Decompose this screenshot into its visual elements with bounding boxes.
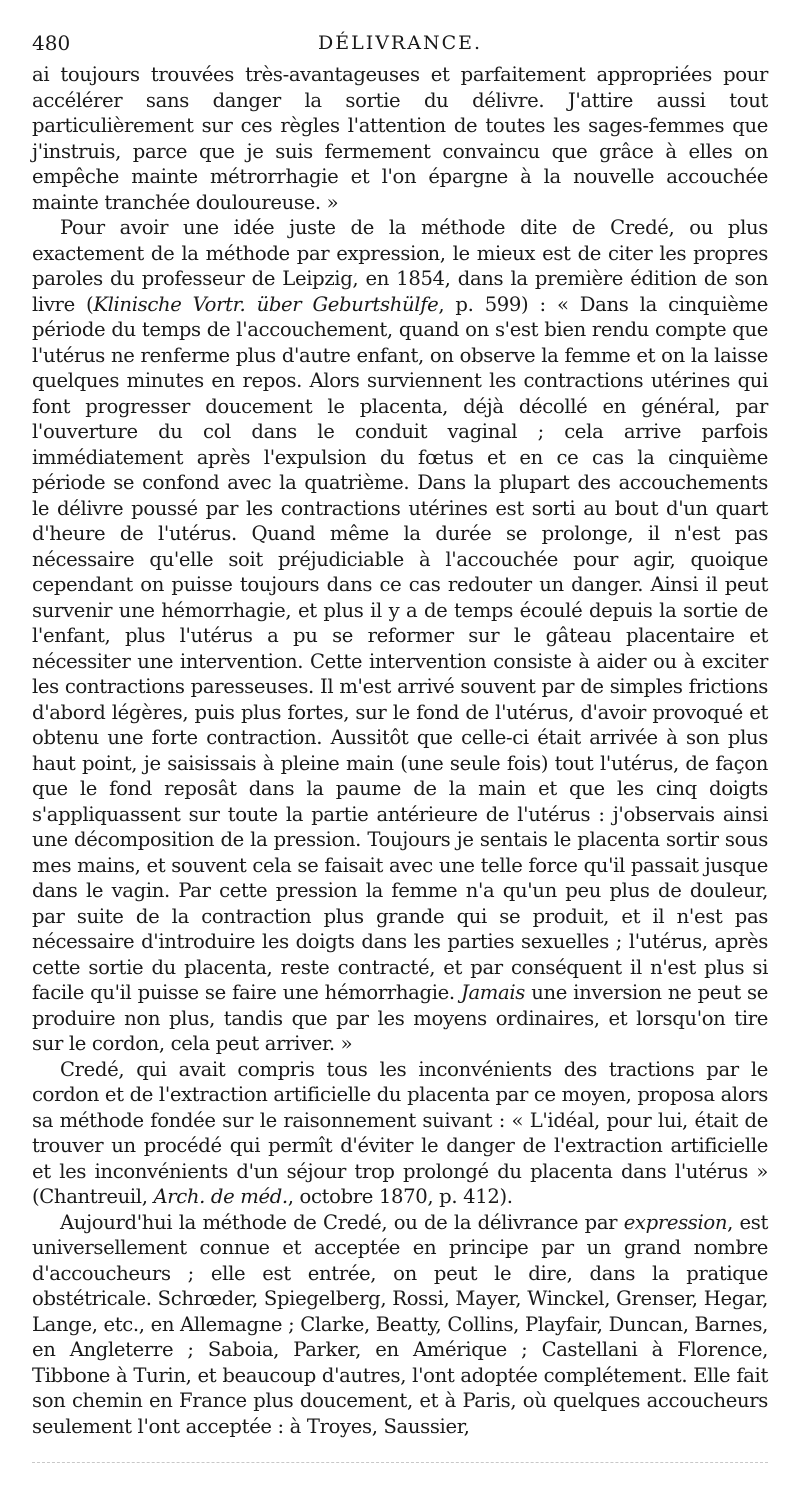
text-run: Pour avoir une idée juste de la méthode dite de Credé, ou plus exactement de la méthode par expression, le mieux est de citer les propres paroles du professeur de Leipzig, en 1854, dans la première édition de son livre ( xyxy=(32,216,768,316)
text-run: une inversion ne peut se produire non plus, tandis que par les moyens ordinaires, et lorsqu'on tire sur le cordon, cela peut arriver. » xyxy=(32,981,768,1055)
footer-rule xyxy=(32,1462,768,1463)
page-number: 480 xyxy=(32,31,71,55)
italic-text: Arch. de méd. xyxy=(153,1185,288,1208)
body-text xyxy=(32,62,768,1439)
paragraph xyxy=(32,1210,768,1440)
text-run: ai toujours trouvées très-avantageuses et parfaitement appropriées pour accélérer sans danger la sortie du délivre. J'attire aussi tout particulièrement sur ces règles l'attention de toutes les sages-femmes que j'instruis, parce que je suis fermement convaincu que grâce à elles on empêche mainte métrorrhagie et l'on épargne à la nouvelle accouchée mainte tranchée douloureuse. » xyxy=(32,63,768,214)
page-header xyxy=(32,30,768,56)
text-run: , p. 599) : « Dans la cinquième période du temps de l'accouchement, quand on s'est bien rendu compte que l'utérus ne renferme plus d'autre enfant, on observe la femme et on la laisse quelques minutes en repos. Alors surviennent les contractions utérines qui font progresser doucement le placenta, déjà décollé en général, par l'ouverture du col dans le conduit vaginal ; cela arrive parfois immédiatement après l'expulsion du fœtus et en ce cas la cinquième période se confond avec la quatrième. Dans la plupart des accouchements le délivre poussé par les contractions utérines est sorti au bout d'un quart d'heure de l'utérus. Quand même la durée se prolonge, il n'est pas nécessaire qu'elle soit préjudiciable à l'accouchée pour agir, quoique cependant on puisse toujours dans ce cas redouter un danger. Ainsi il peut survenir une hémorrhagie, et plus il y a de temps écoulé depuis la sortie de l'enfant, plus l'utérus a pu se reformer sur le gâteau placentaire et nécessiter une intervention. Cette intervention consiste à aider ou à exciter les contractions paresseuses. Il m'est arrivé souvent par de simples frictions d'abord légères, puis plus fortes, sur le fond de l'utérus, d'avoir provoqué et obtenu une forte contraction. Aussitôt que celle-ci était arrivée à son plus haut point, je saisissais à pleine main (une seule fois) tout l'utérus, de façon que le fond reposât dans la paume de la main et que les cinq doigts s'appliquassent sur toute la partie antérieure de l'utérus : j'observais ainsi une décomposition de la pression. Toujours je sentais le placenta sortir sous mes mains, et souvent cela se faisait avec une telle force qu'il passait jusque dans le vagin. Par cette pression la femme n'a qu'un peu plus de douleur, par suite de la contraction plus grande qui se produit, et il n'est pas nécessaire d'introduire les doigts dans les parties sexuelles ; l'utérus, après cette sortie du placenta, reste contracté, et par conséquent il n'est plus si facile qu'il puisse se faire une hémorrhagie. xyxy=(32,292,768,1004)
text-run: , est universellement connue et acceptée en principe par un grand nombre d'accoucheurs ; elle est entrée, on peut le dire, dans la pratique obstétricale. Schrœder, Spiegelberg, Rossi, Mayer, Winckel, Grenser, Hegar, Lange, etc., en Allemagne ; Clarke, Beatty, Collins, Playfair, Duncan, Barnes, en Angleterre ; Saboia, Parker, en Amérique ; Castellani à Florence, Tibbone à Turin, et beaucoup d'autres, l'ont adoptée complétement. Elle fait son chemin en France plus doucement, et à Paris, où quelques accoucheurs seulement l'ont acceptée : à Troyes, Saussier, xyxy=(32,1210,768,1438)
italic-text: Klinische Vortr. über Geburtshülfe xyxy=(93,292,439,316)
italic-text: Jamais xyxy=(460,981,525,1004)
text-run: Credé, qui avait compris tous les inconvénients des tractions par le cordon et de l'extraction artificielle du placenta par ce moyen, proposa alors sa méthode fondée sur le raisonnement suivant : « L'idéal, pour lui, était de trouver un procédé qui permît d'éviter le danger de l'extraction artificielle et les inconvénients d'un séjour trop prolongé du placenta dans l'utérus » (Chantreuil, xyxy=(32,1057,768,1208)
running-title: DÉLIVRANCE. xyxy=(317,32,483,54)
paragraph xyxy=(32,215,768,1057)
text-run: Aujourd'hui la méthode de Credé, ou de la délivrance par xyxy=(60,1210,624,1234)
paragraph xyxy=(32,62,768,215)
italic-text: expression xyxy=(623,1210,728,1234)
text-run: , octobre 1870, p. 412). xyxy=(287,1185,513,1208)
paragraph xyxy=(32,1057,768,1210)
